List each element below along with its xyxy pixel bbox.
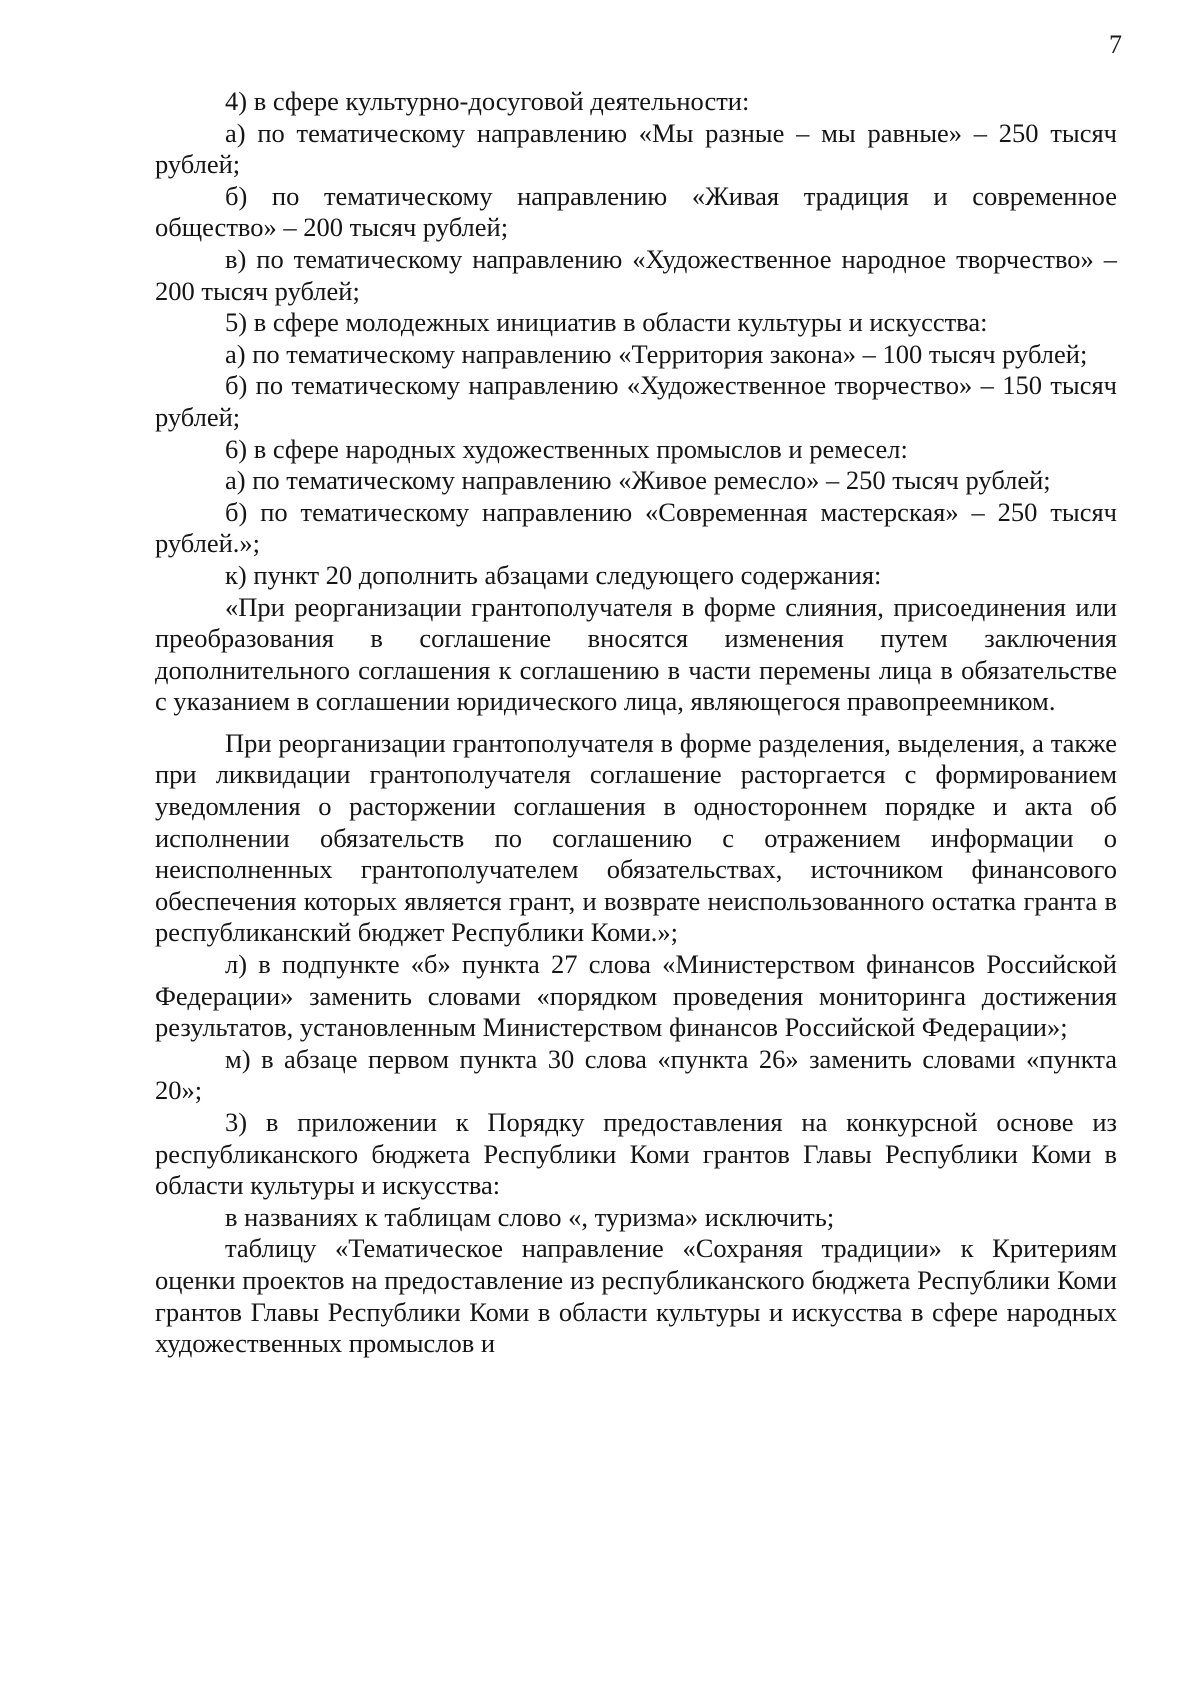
paragraph-reorganization-division: При реорганизации грантополучателя в форме разделения, выделения, а также при ликвидации грантополучателя соглашение расторгается с формированием уведомления о расторжении соглашения в одностороннем порядке и акта об исполнении обязательств по соглашению с отражением информации о неисполненных грантополучателем обязательствах, источником финансового обеспечения которых является грант, и возврате неиспользованного остатка гранта в республиканский бюджет Республики Коми.»; bbox=[155, 727, 1117, 948]
paragraph-item: в) по тематическому направлению «Художественное народное творчество» – 200 тысяч рублей; bbox=[155, 243, 1117, 306]
paragraph-amendment-m: м) в абзаце первом пункта 30 слова «пункта 26» заменить словами «пункта 20»; bbox=[155, 1043, 1117, 1106]
page-number: 7 bbox=[1109, 30, 1122, 59]
paragraph-item: а) по тематическому направлению «Территория закона» – 100 тысяч рублей; bbox=[225, 338, 1088, 369]
paragraph-table-titles: в названиях к таблицам слово «, туризма» исключить; bbox=[225, 1201, 835, 1232]
paragraph-appendix-3: 3) в приложении к Порядку предоставления на конкурсной основе из республиканского бюджета Республики Коми грантов Главы Республики Коми в области культуры и искусства: bbox=[155, 1107, 1117, 1201]
paragraph-item: б) по тематическому направлению «Современная мастерская» – 250 тысяч рублей.»; bbox=[155, 496, 1117, 559]
paragraph-item: а) по тематическому направлению «Живое ремесло» – 250 тысяч рублей; bbox=[225, 465, 1051, 496]
paragraph-folk-crafts: 6) в сфере народных художественных промыслов и ремесел: bbox=[225, 433, 908, 464]
paragraph-culture-leisure: 4) в сфере культурно-досуговой деятельности: bbox=[225, 86, 750, 116]
paragraph-reorganization-merger: «При реорганизации грантополучателя в форме слияния, присоединения или преобразования в соглашение вносятся изменения путем заключения дополнительного соглашения к соглашению в части перемены лица в обязательстве с указанием в соглашении юридического лица, являющегося правопреемником. bbox=[155, 591, 1117, 717]
document-body bbox=[155, 86, 1117, 1360]
paragraph-youth-initiatives: 5) в сфере молодежных инициатив в области культуры и искусства: bbox=[225, 307, 988, 338]
paragraph-amendment-l: л) в подпункте «б» пункта 27 слова «Министерством финансов Российской Федерации» заменить словами «порядком проведения мониторинга достижения результатов, установленным Министерством финансов Российской Федерации»; bbox=[155, 949, 1117, 1043]
paragraph-item: б) по тематическому направлению «Живая традиция и современное общество» – 200 тысяч рублей; bbox=[155, 180, 1117, 243]
paragraph-item: б) по тематическому направлению «Художественное творчество» – 150 тысяч рублей; bbox=[155, 370, 1117, 432]
paragraph-item: а) по тематическому направлению «Мы разные – мы равные» – 250 тысяч рублей; bbox=[155, 117, 1117, 180]
paragraph-table-traditions: таблицу «Тематическое направление «Сохраняя традиции» к Критериям оценки проектов на предоставление из республиканского бюджета Республики Коми грантов Главы Республики Коми в области культуры и искусства в сфере народных художественных промыслов и bbox=[155, 1233, 1117, 1359]
paragraph-amendment-k: к) пункт 20 дополнить абзацами следующего содержания: bbox=[225, 559, 882, 590]
